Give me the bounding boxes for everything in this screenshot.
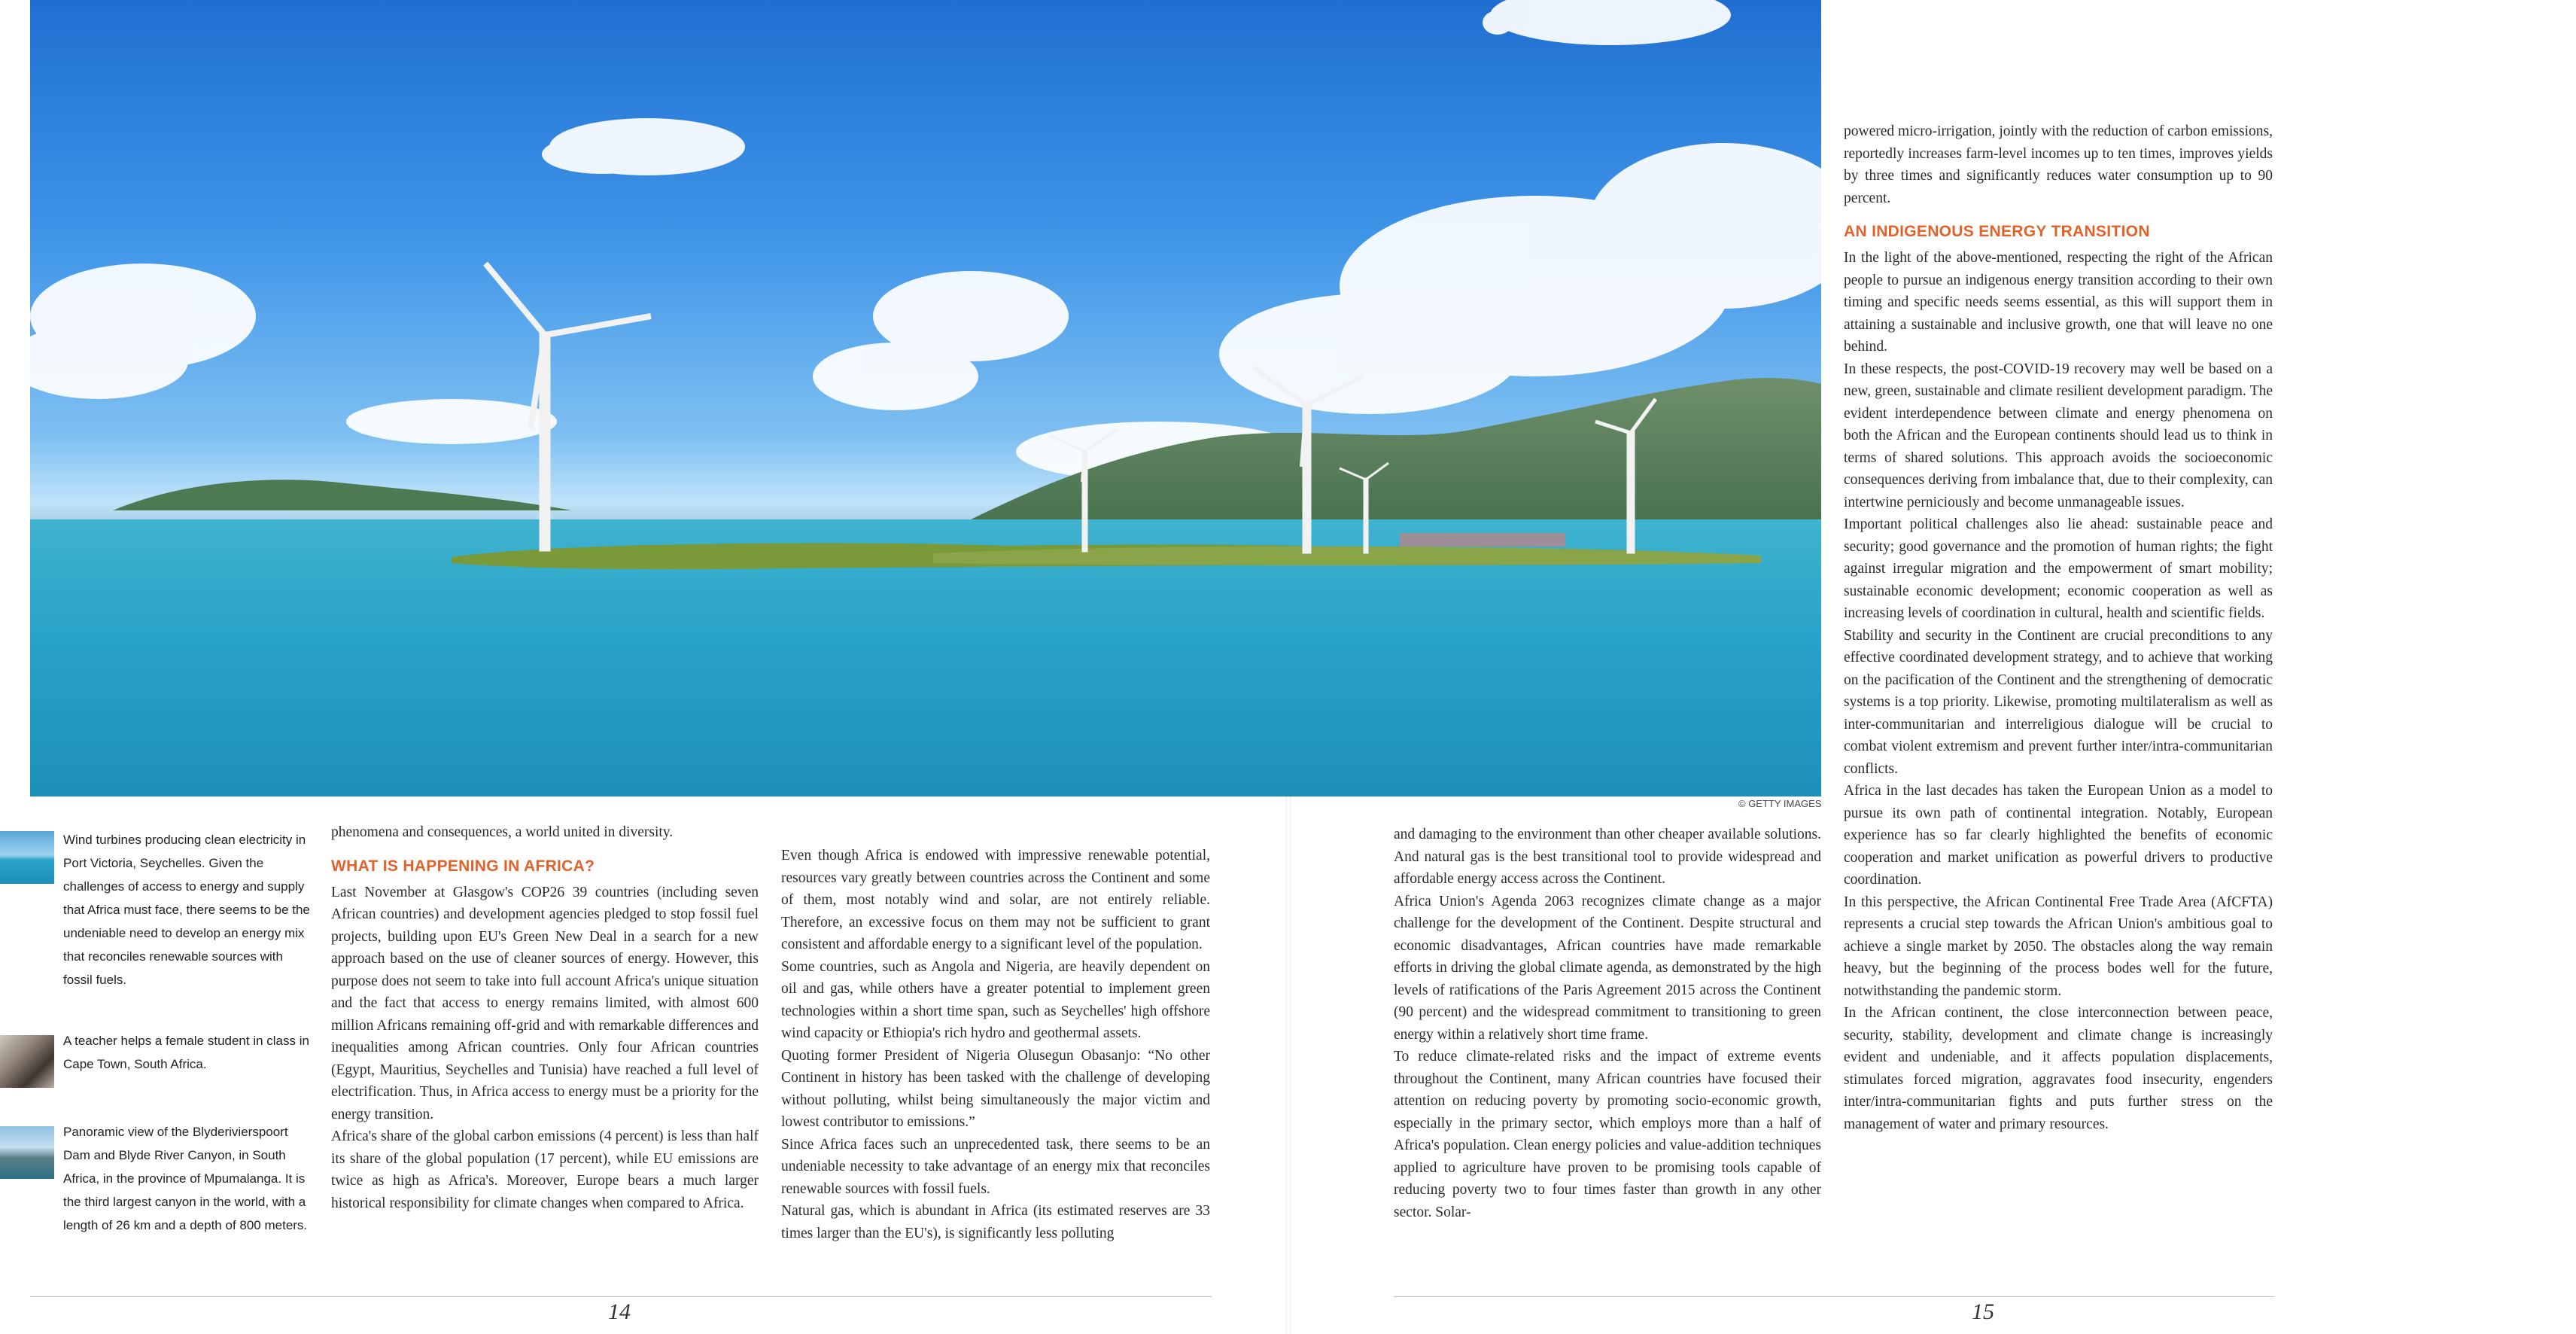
paragraph: In the African continent, the close interconnection between peace, security, stability, development and climate change is increasingly evident and undeniable, and it affects population displacements, stimulates forced migration, aggravates food insecurity, engenders inter/intra-communitarian fights and puts further stress on the management of water and primary resources.	[1844, 1005, 2273, 1132]
paragraph: phenomena and consequences, a world united in diversity.	[331, 824, 674, 840]
page-number-left: 14	[608, 1299, 631, 1324]
column-4	[1844, 120, 2273, 1135]
paragraph: powered micro-irrigation, jointly with the reduction of carbon emissions, reportedly increases farm-level incomes up to ten times, improves yields by three times and significantly reduces water consumption up to 90 percent.	[1844, 123, 2273, 206]
section-heading: AN INDIGENOUS ENERGY TRANSITION	[1844, 223, 2150, 240]
column-2	[781, 845, 1210, 1244]
paragraph: In these respects, the post-COVID-19 recovery may well be based on a new, green, sustainable and climate resilient development paradigm. The evident interdependence between climate and energy phenomena on both the African and the European continents should lead us to think in terms of shared solutions. This approach avoids the socioeconomic consequences deriving from imbalance that, due to their complexity, can intertwine perniciously and become unmanageable issues.	[1844, 361, 2273, 510]
paragraph: Since Africa faces such an unprecedented task, there seems to be an undeniable necessity to take advantage of an energy mix that reconciles renewable sources with fossil fuels.	[781, 1136, 1210, 1197]
page-number-right: 15	[1972, 1299, 1994, 1324]
town	[1400, 533, 1565, 547]
photo-credit: © GETTY IMAGES	[1738, 798, 1822, 809]
wind-turbines-photo	[30, 0, 1821, 796]
thumbnail-classroom	[0, 1035, 54, 1088]
paragraph: Even though Africa is endowed with impressive renewable potential, resources vary greatly between countries across the Continent and some of them, most notably wind and solar, are not entirely reliable. Therefore, an excessive focus on them may not be sufficient to grant consistent and affordable energy to a significant level of the population.	[781, 848, 1210, 952]
paragraph: Last November at Glasgow's COP26 39 countries (including seven African countries) and development agencies pledged to stop fossil fuel projects, building upon EU's Green New Deal in a search for a new approach based on the use of cleaner sources of energy. However, this purpose does not seem to take into full account Africa's unique situation and the fact that access to energy remains limited, with almost 600 million Africans remaining off-grid and with remarkable differences and inequalities among African countries. Only four African countries (Egypt, Mauritius, Seychelles and Tunisia) have reached a full level of electrification. Thus, in Africa access to energy must be a priority for the energy transition.	[331, 884, 759, 1122]
paragraph: Africa in the last decades has taken the European Union as a model to pursue its own path of continental integration. Notably, European experience has so far clearly highlighted the benefits of economic cooperation and market unification as powerful drivers to productive coordination.	[1844, 783, 2273, 888]
thumbnail-canyon	[0, 1126, 54, 1179]
paragraph: Natural gas, which is abundant in Africa (its estimated reserves are 33 times larger than the EU's), is significantly less polluting	[781, 1203, 1210, 1241]
section-heading: WHAT IS HAPPENING IN AFRICA?	[331, 857, 595, 875]
caption-text: Wind turbines producing clean electricity in Port Victoria, Seychelles. Given the challenges of access to energy and supply that Africa must face, there seems to be the undeniable need to develop an energy mix that reconciles renewable sources with fossil fuels.	[63, 833, 310, 987]
photo-illustration	[30, 0, 1821, 796]
paragraph: Some countries, such as Angola and Nigeria, are heavily dependent on oil and gas, while others have a greater potential to implement green technologies within a short time span, such as Seychelles' high offshore wind capacity or Ethiopia's rich hydro and geothermal assets.	[781, 958, 1210, 1041]
paragraph: In the light of the above-mentioned, respecting the right of the African people to pursue an indigenous energy transition according to their own timing and specific needs seems essential, as this will support them in attaining a sustainable and inclusive growth, one that will leave no one behind.	[1844, 250, 2273, 355]
caption-text: A teacher helps a female student in class in Cape Town, South Africa.	[63, 1034, 309, 1071]
column-1	[331, 821, 759, 1214]
thumbnail-turbines	[0, 831, 54, 884]
footer-rule-left	[30, 1296, 1212, 1297]
paragraph: and damaging to the environment than other cheaper available solutions. And natural gas is the best transitional tool to provide widespread and affordable energy access across the Continent.	[1394, 827, 1821, 887]
footer-rule-right	[1394, 1296, 2274, 1297]
paragraph: To reduce climate-related risks and the impact of extreme events throughout the Continent, many African countries have focused their attention on reducing poverty by promoting socio-economic growth, especially in the primary sector, which employs more than a half of Africa's population. Clean energy policies and value-addition techniques applied to agriculture have proven to be promising tools capable of reducing poverty two to four times faster than growth in any other sector. Solar-	[1394, 1049, 1821, 1220]
paragraph: Africa's share of the global carbon emissions (4 percent) is less than half its share of the global population (17 percent), while EU emissions are twice as high as Africa's. Moreover, Europe bears a much larger historical responsibility for climate changes when compared to Africa.	[331, 1128, 759, 1211]
paragraph: Important political challenges also lie ahead: sustainable peace and security; good governance and the promotion of human rights; the fight against irregular migration and the empowerment of smart mobility; sustainable economic development; economic cooperation as well as increasing levels of coordination in cultural, health and scientific fields.	[1844, 516, 2273, 621]
paragraph: Quoting former President of Nigeria Olusegun Obasanjo: “No other Continent in history has been tasked with the challenge of developing without polluting, whilst being simultaneously the major victim and lowest contributor to emissions.”	[781, 1047, 1210, 1130]
clouds	[30, 0, 1821, 482]
paragraph: Africa Union's Agenda 2063 recognizes climate change as a major challenge for the development of the Continent. Despite structural and economic disadvantages, African countries have made remarkable efforts in driving the global climate agenda, as demonstrated by the high levels of ratifications of the Paris Agreement 2015 across the Continent (90 percent) and the widespread commitment to transitioning to green energy within a relatively short time frame.	[1394, 893, 1821, 1043]
paragraph: In this perspective, the African Continental Free Trade Area (AfCFTA) represents a crucial step towards the African Union's ambitious goal to achieve a single market by 2050. The obstacles along the way remain heavy, but the beginning of the process bodes well for the future, notwithstanding the pandemic storm.	[1844, 894, 2273, 999]
paragraph: Stability and security in the Continent are crucial preconditions to any effective coordinated development strategy, and to achieve that working on the pacification of the Continent and the strengthening of democratic systems is a top priority. Likewise, promoting multilateralism as well as inter-communitarian and interreligious dialogue will be crucial to combat violent extremism and prevent further inter/intra-communitarian conflicts.	[1844, 627, 2273, 777]
column-3	[1394, 824, 1821, 1223]
left-island	[113, 480, 572, 510]
caption-text: Panoramic view of the Blyderivierspoort Dam and Blyde River Canyon, in South Africa, in the province of Mpumalanga. It is the third largest canyon in the world, with a length of 26 km and a depth of 800 meters.	[63, 1125, 308, 1232]
